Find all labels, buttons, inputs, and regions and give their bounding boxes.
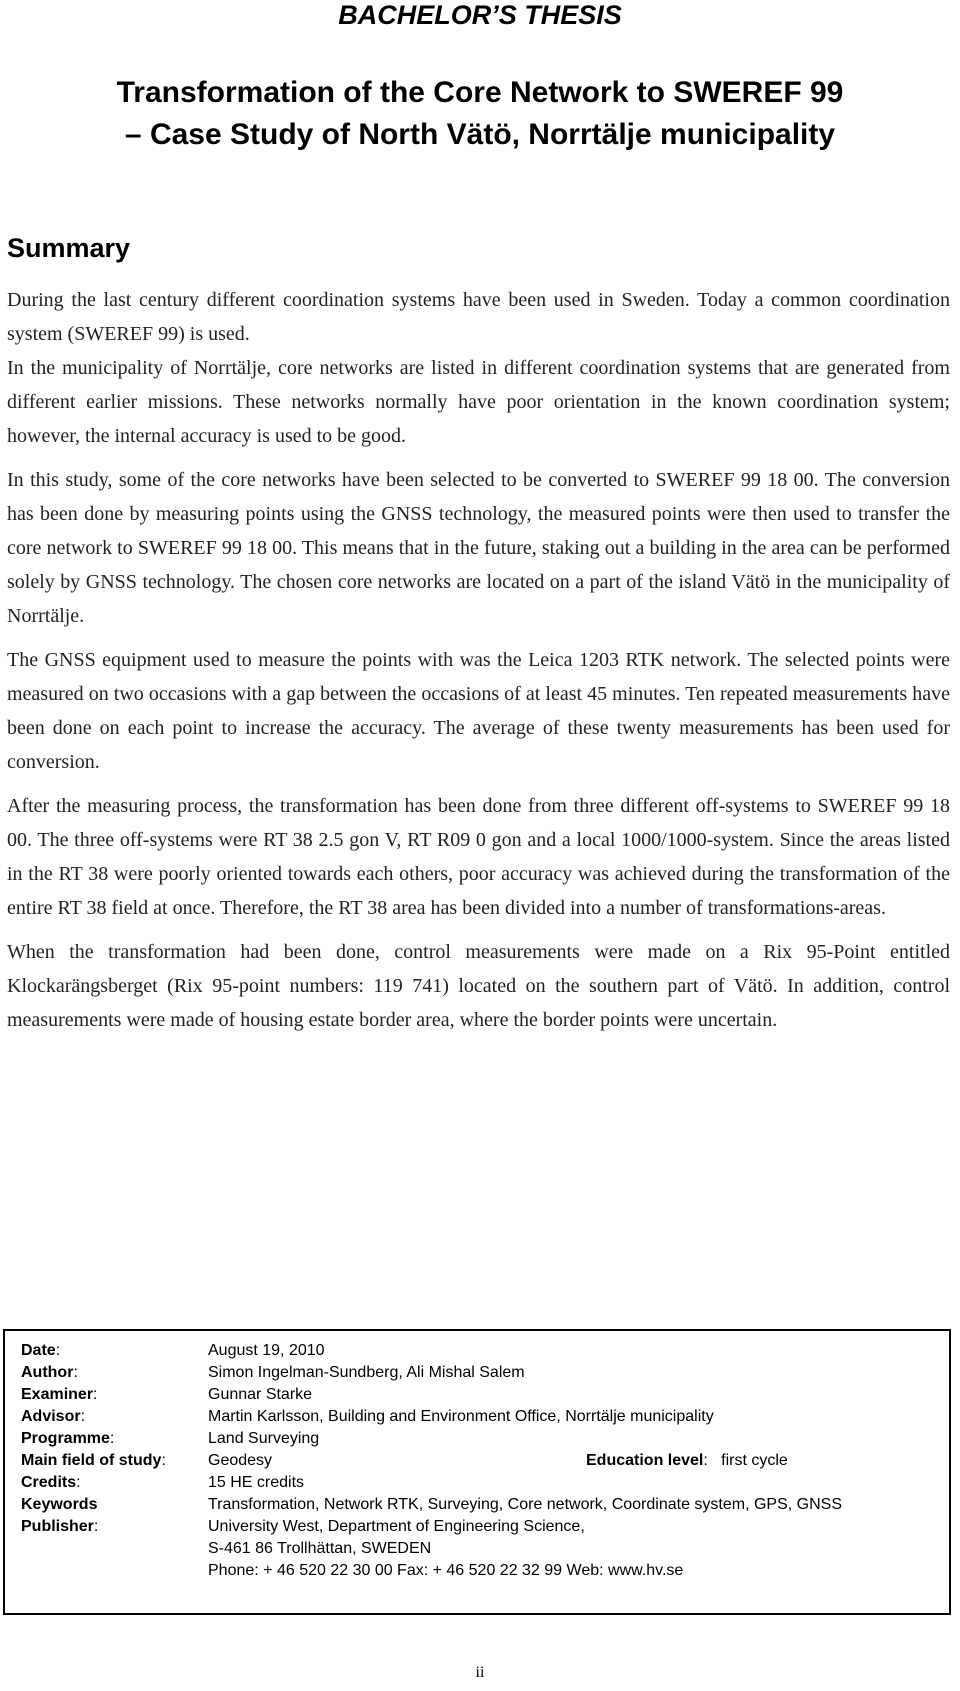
author-value: Simon Ingelman-Sundberg, Ali Mishal Salem [208,1364,525,1381]
advisor-value: Martin Karlsson, Building and Environment Office, Norrtälje municipality [208,1408,714,1425]
thesis-metadata-box [3,1329,951,1615]
advisor-row [21,1406,941,1428]
summary-paragraph: When the transformation had been done, control measurements were made on a Rix 95-Point entitled Klockarängsberget (Rix 95-point numbers: 119 741) located on the southern part of Vätö. In addition, control measurements were made of housing estate border area, where the border points were uncertain. [7,941,950,1031]
credits-row [21,1472,941,1494]
programme-label: Programme: [21,1430,115,1447]
publisher-row [21,1516,941,1582]
summary-body [7,283,950,1047]
date-label: Date: [21,1342,61,1359]
thesis-title-line-2: – Case Study of North Vätö, Norrtälje municipality [124,118,836,151]
field-of-study-row [21,1450,941,1472]
publisher-value [208,1516,941,1582]
examiner-label: Examiner: [21,1386,98,1403]
publisher-address-line: University West, Department of Engineering Science, [208,1518,585,1535]
author-row [21,1362,941,1384]
keywords-label: Keywords [21,1496,98,1513]
publisher-address-line: S-461 86 Trollhättan, SWEDEN [208,1540,432,1557]
publisher-label: Publisher: [21,1518,99,1535]
programme-row [21,1428,941,1450]
keywords-value: Transformation, Network RTK, Surveying, Core network, Coordinate system, GPS, GNSS [208,1496,842,1513]
credits-label: Credits: [21,1474,81,1491]
credits-value: 15 HE credits [208,1474,305,1491]
advisor-label: Advisor: [21,1408,86,1425]
education-level-value: first cycle [721,1452,788,1469]
examiner-value: Gunnar Starke [208,1386,313,1403]
keywords-row [21,1494,941,1516]
publisher-contact-line: Phone: + 46 520 22 30 00 Fax: + 46 520 22 32 99 Web: www.hv.se [208,1562,684,1579]
programme-value: Land Surveying [208,1430,320,1447]
date-row [21,1340,941,1362]
field-of-study-value: Geodesy [208,1452,273,1469]
metadata-rows [21,1340,941,1582]
summary-paragraph: In the municipality of Norrtälje, core networks are listed in different coordination systems that are generated from different earlier missions. These networks normally have poor orientation in the known coordination system; however, the internal accuracy is used to be good. [7,357,950,447]
summary-paragraph: After the measuring process, the transformation has been done from three different off-systems to SWEREF 99 18 00. The three off-systems were RT 38 2.5 gon V, RT R09 0 gon and a local 1000/1000-system. Since the areas listed in the RT 38 were poorly oriented towards each others, poor accuracy was achieved during the transformation of the entire RT 38 field at once. Therefore, the RT 38 area has been divided into a number of transformations-areas. [7,795,950,919]
summary-paragraph: In this study, some of the core networks have been selected to be converted to SWEREF 99 18 00. The conversion has been done by measuring points using the GNSS technology, the measured points were then used to transfer the core network to SWEREF 99 18 00. This means that in the future, staking out a building in the area can be performed solely by GNSS technology. The chosen core networks are located on a part of the island Vätö in the municipality of Norrtälje. [7,469,950,627]
summary-heading: Summary [7,233,131,263]
thesis-title [0,72,960,156]
page-number: ii [475,1664,485,1681]
author-label: Author: [21,1364,78,1381]
thesis-type-label: BACHELOR’S THESIS [338,0,622,30]
thesis-title-line-1: Transformation of the Core Network to SWEREF 99 [116,76,844,109]
education-level-label: Education level: [586,1452,722,1469]
date-value: August 19, 2010 [208,1342,325,1359]
summary-paragraph: During the last century different coordination systems have been used in Sweden. Today a common coordination system (SWEREF 99) is used. [7,289,950,345]
examiner-row [21,1384,941,1406]
field-of-study-label: Main field of study: [21,1452,166,1469]
summary-paragraph: The GNSS equipment used to measure the points with was the Leica 1203 RTK network. The selected points were measured on two occasions with a gap between the occasions of at least 45 minutes. Ten repeated measurements have been done on each point to increase the accuracy. The average of these twenty measurements has been used for conversion. [7,649,950,773]
